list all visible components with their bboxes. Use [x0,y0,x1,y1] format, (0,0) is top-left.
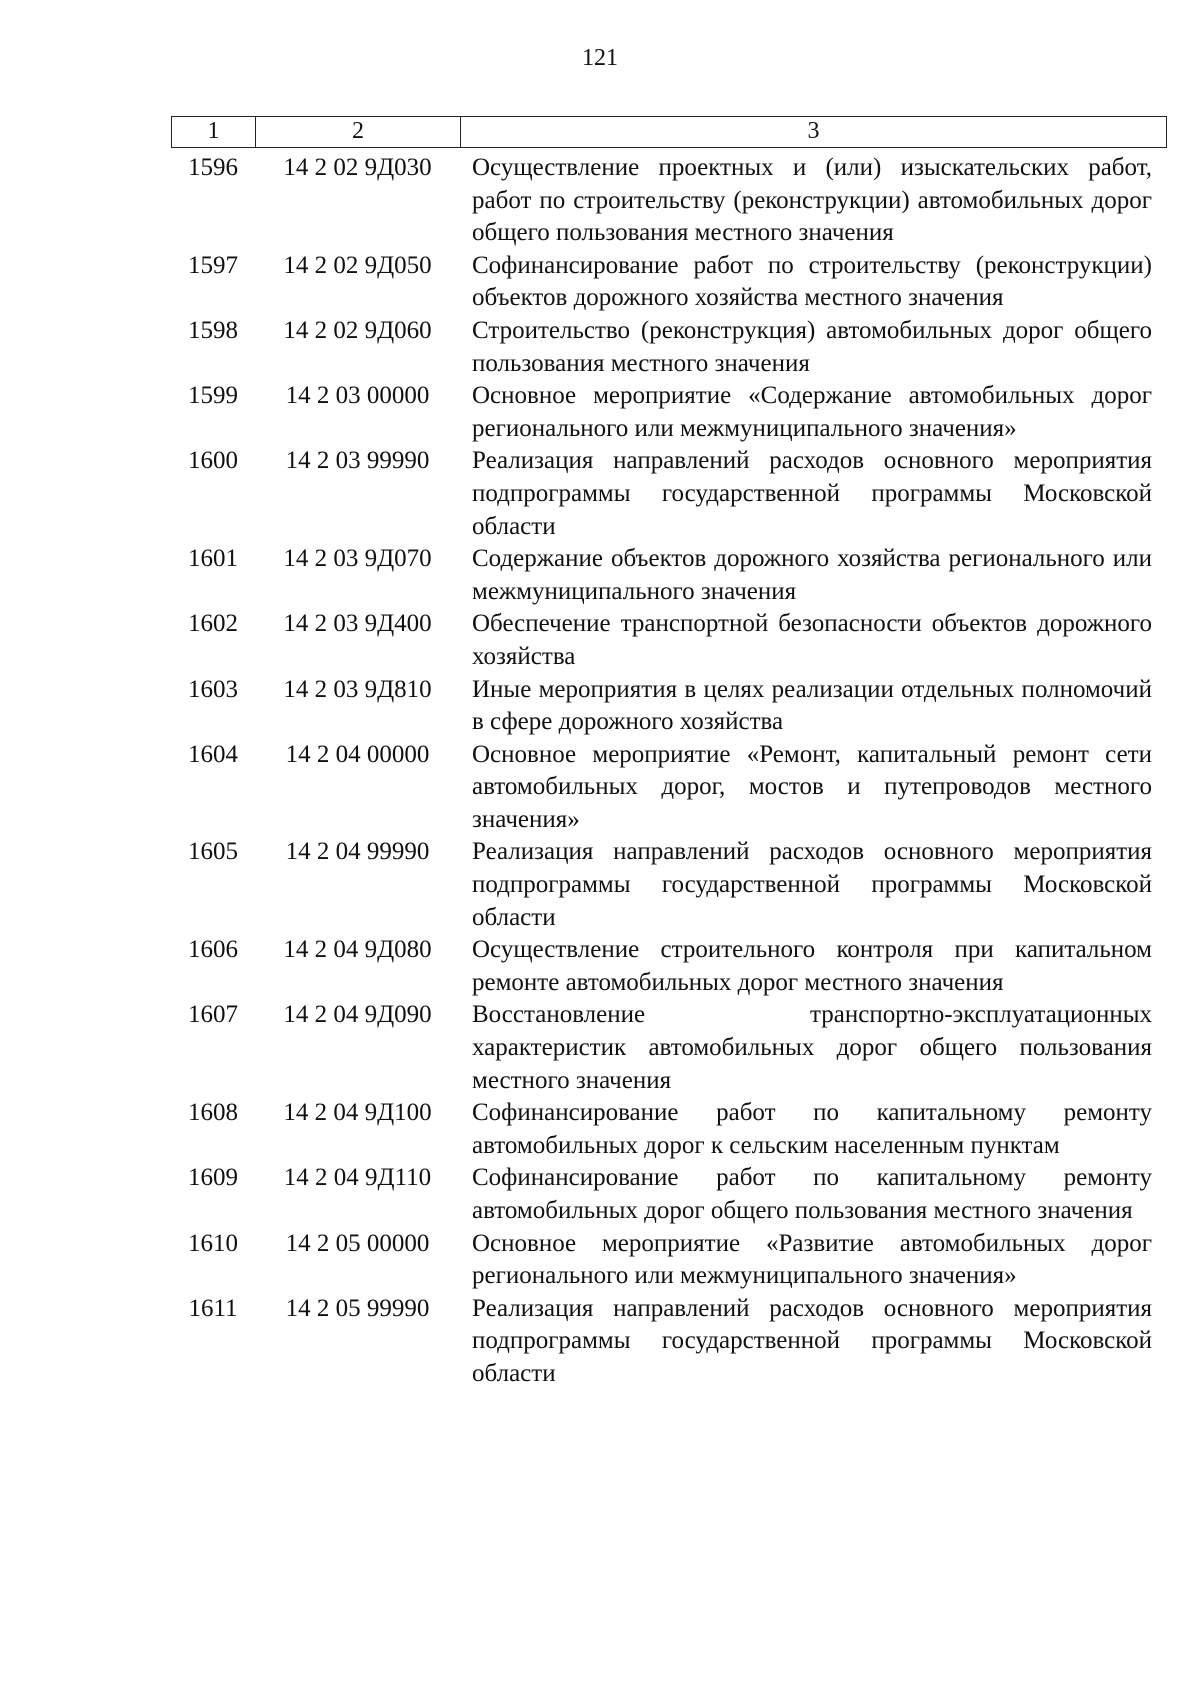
table-row [171,152,1167,250]
table-row [171,315,1167,380]
row-description: Реализация направлений расходов основного мероприятия подпрограммы государственной программы Московской области [472,447,1152,540]
row-description: Реализация направлений расходов основного мероприятия подпрограммы государственной программы Московской области [472,838,1152,931]
table-row [171,836,1167,934]
table-body [171,152,1167,1391]
table-row [171,739,1167,837]
row-code: 14 2 05 00000 [285,1229,430,1257]
row-code: 14 2 04 9Д080 [283,936,432,964]
row-number: 1605 [188,838,238,866]
table-row [171,445,1167,543]
row-number: 1601 [188,545,238,573]
table-row [171,250,1167,315]
row-description: Осуществление строительного контроля при капитальном ремонте автомобильных дорог местного значения [472,936,1152,996]
row-code: 14 2 03 9Д400 [283,610,432,638]
row-description: Восстановление транспортно-эксплуатационных характеристик автомобильных дорог общего пользования местного значения [472,1001,1152,1094]
row-number: 1606 [188,936,238,964]
table-header-col-2: 2 [256,117,461,147]
row-number: 1597 [188,251,238,279]
row-code: 14 2 03 99990 [285,447,430,475]
row-code: 14 2 04 9Д110 [283,1164,432,1192]
table-row [171,1162,1167,1227]
table-row [171,674,1167,739]
row-number: 1604 [188,740,238,768]
table-row [171,934,1167,999]
row-number: 1609 [188,1164,238,1192]
row-code: 14 2 04 00000 [285,740,430,768]
row-description: Содержание объектов дорожного хозяйства регионального или межмуниципального значения [472,545,1152,605]
page-number: 121 [582,45,618,71]
row-number: 1596 [188,154,238,181]
row-code: 14 2 03 9Д070 [283,545,432,573]
table-row [171,999,1167,1097]
row-number: 1611 [188,1294,238,1322]
row-code: 14 2 03 00000 [285,382,430,410]
row-number: 1599 [188,382,238,410]
row-description: Софинансирование работ по капитальному ремонту автомобильных дорог к сельским населенным пунктам [472,1099,1152,1159]
row-code: 14 2 02 9Д060 [283,316,432,344]
row-code: 14 2 02 9Д030 [283,154,432,181]
row-code: 14 2 04 9Д090 [283,1001,432,1029]
row-number: 1598 [188,316,238,344]
table-row [171,1097,1167,1162]
table-header-row [171,116,1167,148]
row-number: 1608 [188,1099,238,1127]
table-row [171,608,1167,673]
row-description: Реализация направлений расходов основного мероприятия подпрограммы государственной программы Московской области [472,1294,1152,1387]
row-number: 1600 [188,447,238,475]
row-description: Осуществление проектных и (или) изыскательских работ, работ по строительству (реконструкции) автомобильных дорог общего пользования местного значения [472,154,1152,247]
row-code: 14 2 02 9Д050 [283,251,432,279]
row-description: Строительство (реконструкция) автомобильных дорог общего пользования местного значения [472,316,1152,377]
row-code: 14 2 03 9Д810 [283,675,432,703]
row-description: Основное мероприятие «Развитие автомобильных дорог регионального или межмуниципального значения» [472,1229,1152,1290]
row-number: 1610 [188,1229,238,1257]
row-number: 1607 [188,1001,238,1029]
row-description: Софинансирование работ по капитальному ремонту автомобильных дорог общего пользования местного значения [472,1164,1152,1224]
row-number: 1603 [188,675,238,703]
table-header-col-1: 1 [172,117,256,147]
table-row [171,543,1167,608]
row-code: 14 2 04 9Д100 [283,1099,432,1127]
row-code: 14 2 04 99990 [285,838,430,866]
row-number: 1602 [188,610,238,638]
row-description: Основное мероприятие «Содержание автомобильных дорог регионального или межмуниципального значения» [472,382,1152,442]
table-row [171,1293,1167,1391]
row-description: Основное мероприятие «Ремонт, капитальный ремонт сети автомобильных дорог, мостов и путепроводов местного значения» [472,740,1152,833]
row-description: Обеспечение транспортной безопасности объектов дорожного хозяйства [472,610,1152,670]
table-row [171,380,1167,445]
row-description: Иные мероприятия в целях реализации отдельных полномочий в сфере дорожного хозяйства [472,675,1152,736]
table-header-col-3: 3 [807,118,820,144]
row-code: 14 2 05 99990 [285,1294,430,1322]
table-row [171,1228,1167,1293]
row-description: Софинансирование работ по строительству (реконструкции) объектов дорожного хозяйства местного значения [472,251,1152,312]
